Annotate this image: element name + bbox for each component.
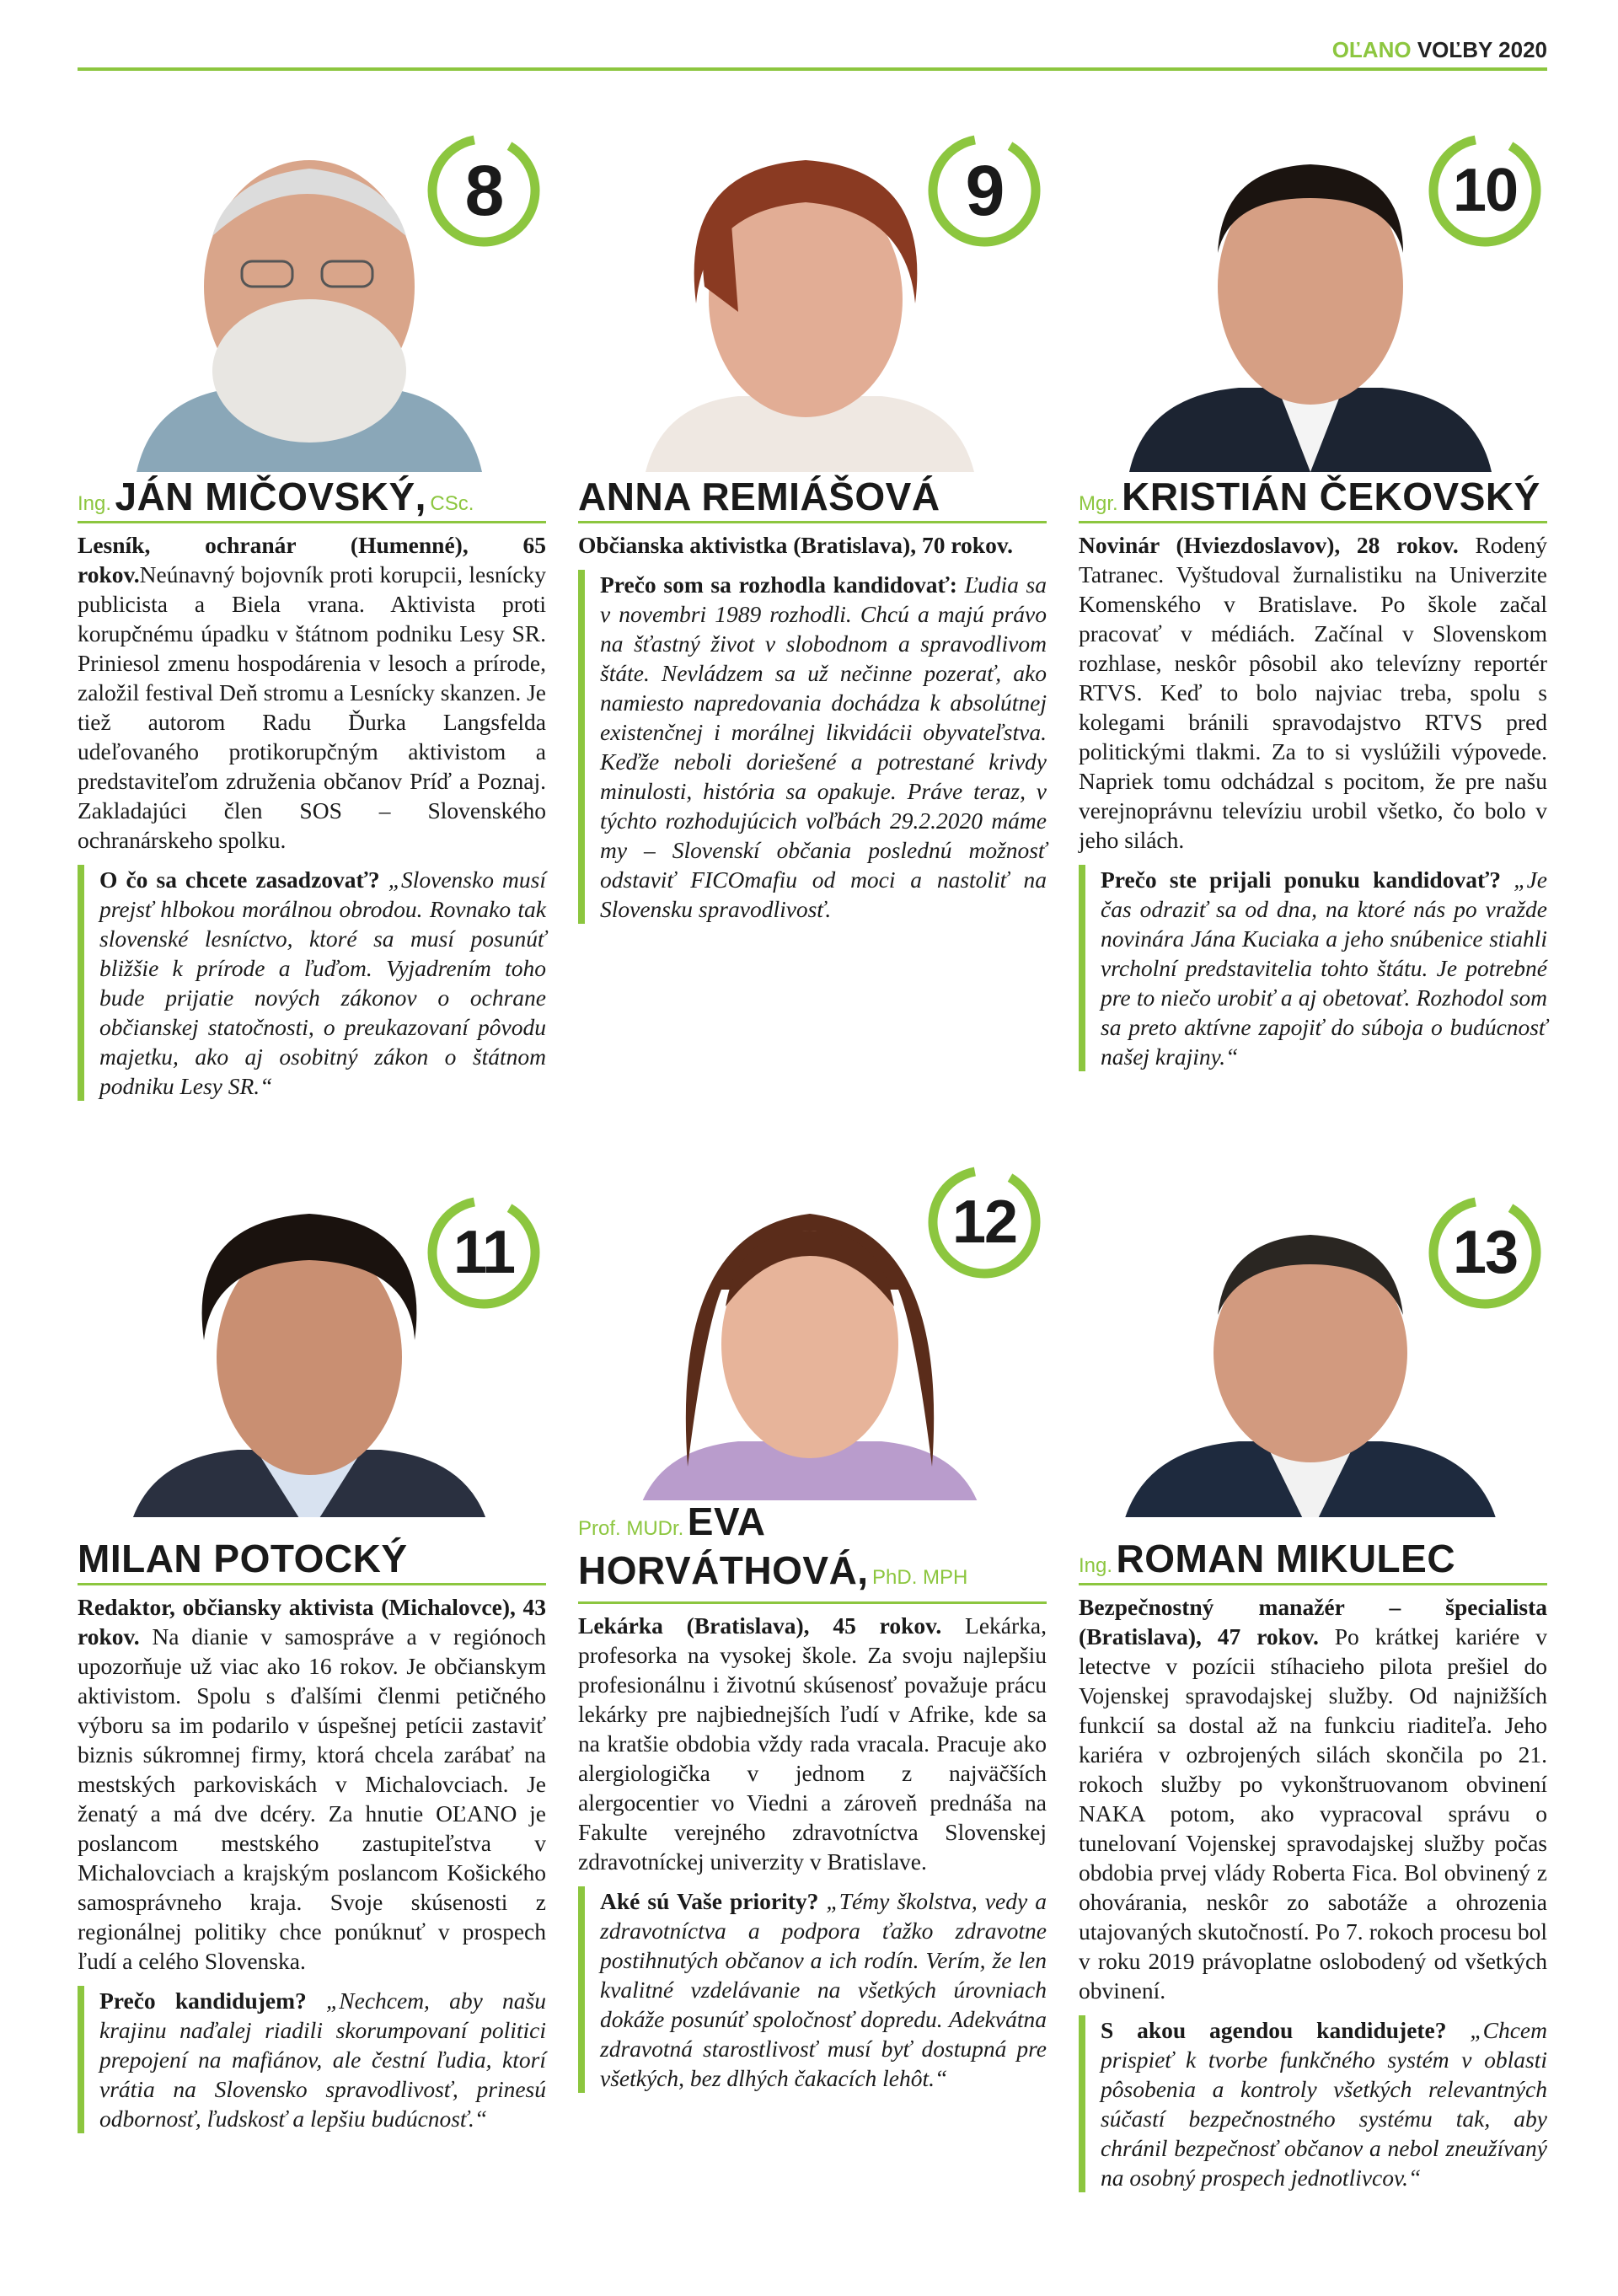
candidate-number: 12 bbox=[951, 1188, 1017, 1256]
bio-lead: Občianska aktivistka (Bratislava), 70 rokov. bbox=[578, 532, 1013, 558]
candidate-number: 8 bbox=[464, 151, 503, 230]
bio-text: Na dianie v samospráve a v regiónoch upozorňuje už viac ako 16 rokov. Je občianskym aktivistom. Spolu s ďalšími členmi petičného výboru sa im podarilo v úspešnej petícii zastaviť biznis súkromnej firmy, ktorá chcela zarábať na mestských parkoviskách v Michalovciach. Je ženatý a má dve dcéry. Za hnutie OĽANO je poslancom mestského zastupiteľstva v Michalovciach a krajským poslancom Košického samosprávneho kraja. Svoje skúsenosti z regionálnej politiky chce ponúknuť v prospech ľudí a celého Slovenska. bbox=[78, 1623, 547, 1974]
candidate-photo bbox=[578, 1163, 1047, 1500]
bio-text: Lekárka, profesorka na vysokej škole. Za svoju najlepšiu profesionálnu i životnú skúsenosť považuje prácu lekárky pre najbiednejších ľudí v Afrike, kde sa na kratšie obdobia vždy rada vracala. Pracuje ako alergiologička v jednom z najväčších alergocentier vo Viedni a zároveň prednáša na Fakulte verejného zdravotníctva Slovenskej zdravotníckej univerzity v Bratislave. bbox=[578, 1612, 1047, 1875]
candidate-name: JÁN MIČOVSKÝ, bbox=[115, 475, 426, 518]
candidate-bio bbox=[78, 530, 546, 855]
candidate-card-9 bbox=[578, 118, 1047, 924]
candidate-quote bbox=[78, 865, 546, 1101]
brand-title bbox=[1332, 37, 1547, 63]
candidate-name-bar bbox=[578, 474, 1047, 523]
candidate-card-12 bbox=[578, 1163, 1047, 2093]
quote-question: O čo sa chcete zasadzovať? bbox=[99, 866, 380, 893]
candidate-photo bbox=[78, 118, 546, 472]
quote-question: Prečo ste prijali ponuku kandidovať? bbox=[1101, 866, 1502, 893]
candidate-name-bar bbox=[78, 1536, 546, 1585]
title-after: PhD. MPH bbox=[872, 1566, 968, 1589]
candidate-surname: HORVÁTHOVÁ, bbox=[578, 1548, 869, 1592]
candidate-number-badge bbox=[1426, 131, 1544, 249]
title-after: CSc. bbox=[430, 492, 474, 515]
candidate-card-13 bbox=[1079, 1180, 1547, 2192]
quote-question: Prečo som sa rozhodla kandidovať: bbox=[600, 571, 957, 598]
candidate-name-bar bbox=[1079, 474, 1547, 523]
candidate-card-10 bbox=[1079, 118, 1547, 1071]
quote-answer: „Témy školstva, vedy a zdravotníctva a podpora ťažko zdravotne postihnutých občanov a ich rodín. Verím, že len kvalitné vzdelávanie na všetkých úrovniach dokáže posunúť spoločnosť dopredu. Adekvátna zdravotná starostlivosť musí byť dostupná pre všetkých, bez dlhých čakacích lehôt.“ bbox=[600, 1888, 1047, 2091]
title-before: Mgr. bbox=[1079, 492, 1118, 515]
candidate-name-bar bbox=[1079, 1536, 1547, 1585]
candidate-number-badge bbox=[925, 131, 1043, 249]
candidate-name: MILAN POTOCKÝ bbox=[78, 1537, 408, 1580]
title-before: Prof. MUDr. bbox=[578, 1517, 684, 1540]
candidate-name: ANNA REMIÁŠOVÁ bbox=[578, 475, 940, 518]
candidate-bio bbox=[1079, 530, 1547, 855]
candidate-card-11 bbox=[78, 1180, 546, 2133]
quote-answer: „Chcem prispieť k tvorbe funkčného systém v oblasti pôsobenia a kontroly všetkých relevantných súčastí bezpečnostného systému tak, aby chránil bezpečnosť občanov a nebol zneužívaný na osobný prospech jednotlivcov.“ bbox=[1101, 2017, 1548, 2191]
candidate-bio bbox=[578, 1611, 1047, 1876]
quote-question: S akou agendou kandidujete? bbox=[1101, 2017, 1447, 2043]
bio-lead: Redaktor, občiansky aktivista (Michalovce), 43 rokov. bbox=[78, 1594, 546, 1650]
candidate-photo bbox=[578, 118, 1047, 472]
candidate-name: EVA bbox=[687, 1499, 766, 1543]
title-before: Ing. bbox=[78, 492, 112, 515]
brand-party: OĽANO bbox=[1331, 37, 1412, 62]
candidate-photo bbox=[78, 1180, 546, 1517]
candidate-number-badge bbox=[925, 1163, 1043, 1281]
quote-answer: „Nechcem, aby našu krajinu naďalej riadili skorumpovaní politici prepojení na mafiánov, ale čestní ľudia, ktorí vrátia na Slovensko spravodlivosť, prinesú odbornosť, ľudskosť a lepšiu budúcnosť.“ bbox=[99, 1988, 547, 2132]
candidate-number: 10 bbox=[1452, 157, 1518, 224]
quote-answer: Ľudia sa v novembri 1989 rozhodli. Chcú a majú právo na šťastný život v slobodnom a spravodlivom štáte. Nevládzem sa už nečinne pozerať, ako namiesto napredovania dochádza k absolútnej existenčnej i morálnej likvidácii obyvateľstva. Keďže neboli doriešené a potrestané krivdy minulosti, história sa opakuje. Práve teraz, v týchto rozhodujúcich voľbách 29.2.2020 máme my – Slovenskí občania poslednú možnosť odstaviť FICOmafiu od moci a nastoliť na Slovensku spravodlivosť. bbox=[600, 571, 1047, 922]
candidate-photo bbox=[1079, 118, 1547, 472]
bio-lead: Lekárka (Bratislava), 45 rokov. bbox=[578, 1612, 942, 1639]
brand-elections: VOĽBY 2020 bbox=[1417, 37, 1547, 62]
candidate-quote bbox=[78, 1986, 546, 2133]
quote-answer: „Slovensko musí prejsť hlbokou morálnou obrodou. Rovnako tak slovenské lesníctvo, ktoré sa musí posunúť bližšie k prírode a ľuďom. Vyjadrením toho bude prijatie nových zákonov o ochrane občianskej statočnosti, o preukazovaní pôvodu majetku, ako aj osobitný zákon o štátnom podniku Lesy SR.“ bbox=[99, 866, 546, 1099]
candidate-bio bbox=[78, 1592, 546, 1976]
quote-question: Aké sú Vaše priority? bbox=[600, 1888, 819, 1914]
candidate-name-bar bbox=[78, 474, 546, 523]
candidate-name: KRISTIÁN ČEKOVSKÝ bbox=[1122, 475, 1540, 518]
candidate-quote bbox=[1079, 865, 1547, 1071]
candidate-quote bbox=[578, 1886, 1047, 2093]
candidate-quote bbox=[1079, 2015, 1547, 2192]
page-header bbox=[78, 34, 1547, 71]
candidate-number-badge bbox=[1426, 1194, 1544, 1312]
bio-text: Rodený Tatranec. Vyštudoval žurnalistiku na Univerzite Komenského v Bratislave. Po škole začal pracovať v médiách. Začínal v Slovenskom rozhlase, neskôr pôsobil ako televízny reportér RTVS. Keď to bolo najviac treba, spolu s kolegami bránili spravodajstvo RTVS pred politickými tlakmi. Za to si vyslúžili výpovede. Napriek tomu odchádzal s pocitom, že pre našu verejnoprávnu televíziu urobil všetko, čo bolo v jeho silách. bbox=[1079, 532, 1547, 853]
quote-question: Prečo kandidujem? bbox=[99, 1988, 307, 2014]
candidate-card-8 bbox=[78, 118, 546, 1101]
bio-text: Neúnavný bojovník proti korupcii, lesnícky publicista a Biela vrana. Aktivista proti korupčnému úpadku v štátnom podniku Lesy SR. Priniesol zmenu hospodárenia v lesoch a prírode, založil festival Deň stromu a Lesnícky skanzen. Je tiež autorom Radu Ďurka Langsfelda udeľovaného protikorupčným aktivistom a predstaviteľom združenia občanov Príď a Poznaj. Zakladajúci člen SOS – Slovenského ochranárskeho spolku. bbox=[78, 561, 546, 853]
candidate-number: 13 bbox=[1452, 1219, 1518, 1286]
bio-lead: Bezpečnostný manažér – špecialista (Bratislava), 47 rokov. bbox=[1079, 1594, 1547, 1650]
candidate-bio bbox=[578, 530, 1047, 560]
candidate-name-bar bbox=[578, 1499, 1047, 1604]
candidate-number-badge bbox=[425, 1194, 543, 1312]
candidate-name: ROMAN MIKULEC bbox=[1116, 1537, 1456, 1580]
quote-answer: „Je čas odraziť sa od dna, na ktoré nás po vražde novinára Jána Kuciaka a jeho snúbenice stiahli vrcholní predstavitelia tohto štátu. Je potrebné pre to niečo urobiť a aj obetovať. Rozhodol som sa preto aktívne zapojiť do súboja o budúcnosť našej krajiny.“ bbox=[1101, 866, 1547, 1070]
title-before: Ing. bbox=[1079, 1554, 1113, 1577]
bio-lead: Lesník, ochranár (Humenné), 65 rokov. bbox=[78, 532, 546, 587]
candidate-photo bbox=[1079, 1180, 1547, 1517]
bio-lead: Novinár (Hviezdoslavov), 28 rokov. bbox=[1079, 532, 1459, 558]
candidate-bio bbox=[1079, 1592, 1547, 2005]
candidate-number-badge bbox=[425, 131, 543, 249]
candidate-quote bbox=[578, 570, 1047, 924]
candidate-number: 9 bbox=[965, 151, 1004, 230]
bio-text: Po krátkej kariére v letectve v pozícii stíhacieho pilota prešiel do Vojenskej spravodajskej služby. Od najnižších funkcií sa dostal až na funkciu riaditeľa. Jeho kariéra v ozbrojených silách skončila po 21. rokoch služby po vykonštruovanom obvinení NAKA potom, ako vypracoval správu o tunelovaní Vojenskej spravodajskej služby počas obdobia prvej vlády Roberta Fica. Bol obvinený z ohovárania, neskôr zo sabotáže a ohrozenia utajovaných skutočností. Po 7. rokoch procesu bol v roku 2019 právoplatne oslobodený od všetkých obvinení. bbox=[1079, 1623, 1547, 2004]
candidate-number: 11 bbox=[453, 1219, 515, 1286]
